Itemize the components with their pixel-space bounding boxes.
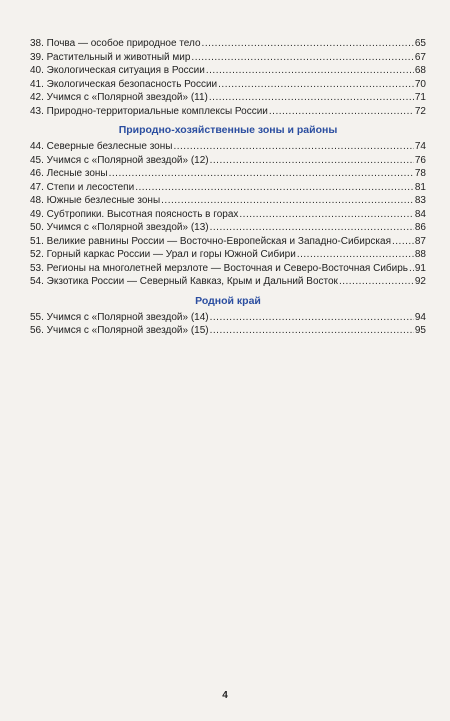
toc-entry [30, 37, 426, 51]
toc-entry-title: 46. Лесные зоны [30, 168, 108, 179]
toc-entry-title: 41. Экологическая безопасность России [30, 78, 218, 90]
toc-entry-page: 81 [414, 181, 426, 193]
toc-entry [30, 105, 426, 119]
toc-entry [30, 154, 426, 168]
dot-leader [297, 248, 414, 262]
dot-leader [210, 154, 414, 168]
toc-entry-page: 92 [414, 276, 426, 287]
toc-entry-page: 83 [414, 195, 426, 206]
toc-entry-title: 54. Экзотика России — Северный Кавказ, Крым и Дальний Восток [30, 276, 338, 287]
toc-entry [30, 51, 426, 65]
dot-leader [206, 64, 414, 78]
toc-entry-page: 84 [414, 208, 426, 220]
dot-leader [409, 262, 414, 276]
toc-entry-title: 51. Великие равнины России — Восточно-Европейская и Западно-Сибирская [30, 235, 391, 247]
dot-leader [269, 105, 414, 119]
toc-entry-page: 86 [414, 222, 426, 233]
dot-leader [109, 167, 414, 181]
table-of-contents [30, 37, 426, 338]
toc-entry [30, 194, 426, 208]
dot-leader [209, 91, 414, 105]
toc-entry-page: 87 [414, 235, 426, 247]
toc-entry-title: 42. Учимся с «Полярной звездой» (11) [30, 92, 208, 103]
toc-entry [30, 221, 426, 235]
toc-entry-page: 95 [414, 325, 426, 336]
toc-entry-title: 43. Природно-территориальные комплексы России [30, 105, 268, 117]
toc-entry-page: 67 [414, 51, 426, 63]
toc-entry-title: 48. Южные безлесные зоны [30, 195, 161, 206]
section-heading: Родной край [195, 294, 261, 307]
toc-entry-page: 78 [414, 168, 426, 179]
dot-leader [239, 208, 413, 222]
toc-entry [30, 208, 426, 222]
toc-entry-page: 74 [414, 141, 426, 152]
dot-leader [191, 51, 413, 65]
toc-entry-title: 49. Субтропики. Высотная поясность в горах [30, 208, 239, 220]
toc-entry [30, 275, 426, 289]
toc-entry [30, 235, 426, 249]
toc-entry-title: 45. Учимся с «Полярной звездой» (12) [30, 154, 209, 166]
toc-entry-title: 40. Экологическая ситуация в России [30, 65, 205, 76]
toc-entry-title: 56. Учимся с «Полярной звездой» (15) [30, 325, 209, 336]
toc-entry-title: 52. Горный каркас России — Урал и горы Южной Сибири [30, 249, 296, 260]
toc-entry-page: 94 [414, 311, 426, 323]
toc-entry-page: 88 [414, 249, 426, 260]
toc-entry-page: 68 [414, 65, 426, 76]
dot-leader [135, 181, 414, 195]
toc-entry-title: 39. Растительный и животный мир [30, 51, 191, 63]
page-number: 4 [222, 690, 228, 701]
toc-entry [30, 262, 426, 276]
toc-entry-title: 53. Регионы на многолетней мерзлоте — Восточная и Северо-Восточная Сибирь [30, 262, 408, 274]
toc-entry-title: 47. Степи и лесостепи [30, 181, 135, 193]
dot-leader [210, 324, 414, 338]
toc-entry [30, 78, 426, 92]
toc-entry [30, 248, 426, 262]
dot-leader [161, 194, 414, 208]
toc-entry-title: 50. Учимся с «Полярной звездой» (13) [30, 222, 209, 233]
dot-leader [392, 235, 414, 249]
dot-leader [202, 37, 414, 51]
toc-entry-title: 44. Северные безлесные зоны [30, 141, 173, 152]
section-heading: Природно-хозяйственные зоны и районы [118, 124, 338, 136]
toc-entry-page: 76 [414, 154, 426, 166]
dot-leader [173, 140, 413, 154]
dot-leader [218, 78, 414, 92]
toc-entry-title: 38. Почва — особое природное тело [30, 38, 201, 49]
toc-entry [30, 324, 426, 338]
toc-entry-page: 70 [414, 78, 426, 90]
dot-leader [210, 311, 414, 325]
toc-entry [30, 64, 426, 78]
toc-entry-title: 55. Учимся с «Полярной звездой» (14) [30, 311, 209, 323]
toc-entry-page: 65 [414, 38, 426, 49]
dot-leader [210, 221, 414, 235]
toc-entry [30, 91, 426, 105]
toc-entry [30, 311, 426, 325]
toc-entry-page: 91 [414, 262, 426, 274]
toc-entry-page: 72 [414, 105, 426, 117]
toc-entry [30, 167, 426, 181]
toc-entry [30, 181, 426, 195]
dot-leader [339, 275, 414, 289]
toc-entry-page: 71 [414, 92, 426, 103]
toc-entry [30, 140, 426, 154]
